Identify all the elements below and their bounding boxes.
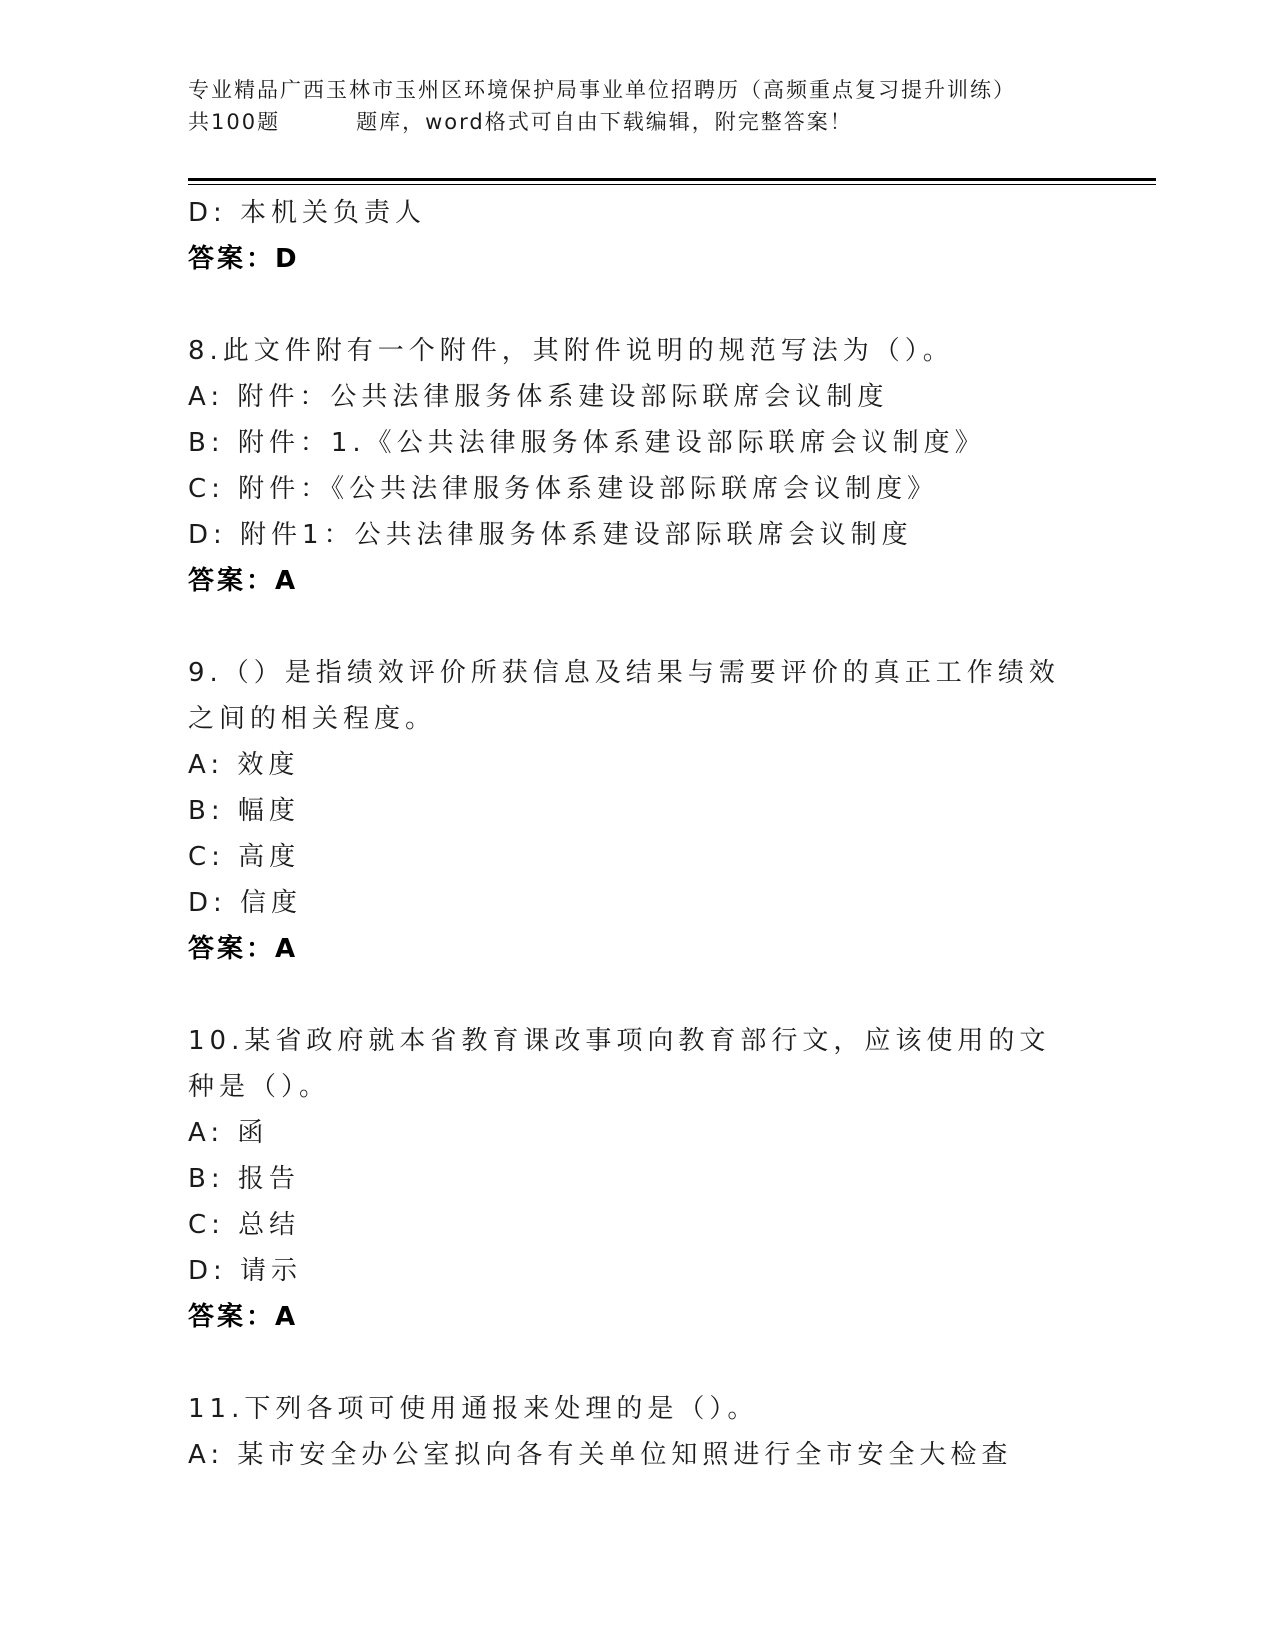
option-d: D: 请示 [188,1256,303,1286]
download-note: 题库，word格式可自由下载编辑，附完整答案！ [356,110,853,134]
header-rule-thin [188,184,1156,185]
question-stem: 8.此文件附有一个附件，其附件说明的规范写法为（）。 [188,336,954,366]
answer-line: 答案：A [188,566,299,596]
continued-question [188,190,1088,282]
question-stem: 10.某省政府就本省教育课改事项向教育部行文，应该使用的文种是（）。 [188,1026,1051,1102]
question-8 [188,328,1088,604]
option-a: A: 效度 [188,750,300,780]
question-list [188,190,1088,1478]
option-c: C: 附件：《公共法律服务体系建设部际联席会议制度》 [188,474,939,504]
question-count: 共100题 [188,110,281,134]
option-d: D: 附件1：公共法律服务体系建设部际联席会议制度 [188,520,913,550]
document-subtitle [188,106,1148,138]
answer-line: 答案：A [188,1302,299,1332]
option-d: D: 信度 [188,888,303,918]
option-c: C: 总结 [188,1210,301,1240]
document-title: 专业精品广西玉林市玉州区环境保护局事业单位招聘历（高频重点复习提升训练） [188,78,1016,102]
option-b: B: 附件：1.《公共法律服务体系建设部际联席会议制度》 [188,428,986,458]
option-a: A: 函 [188,1118,269,1148]
question-stem: 9.（）是指绩效评价所获信息及结果与需要评价的真正工作绩效之间的相关程度。 [188,658,1060,734]
option-d: D: 本机关负责人 [188,198,427,228]
answer-line: 答案：A [188,934,299,964]
option-a: A: 附件：公共法律服务体系建设部际联席会议制度 [188,382,889,412]
answer-line: 答案：D [188,244,300,274]
option-b: B: 报告 [188,1164,300,1194]
question-11 [188,1386,1088,1478]
option-c: C: 高度 [188,842,301,872]
option-b: B: 幅度 [188,796,300,826]
header-rule-thick [188,178,1156,181]
question-9 [188,650,1088,972]
question-stem: 11.下列各项可使用通报来处理的是（）。 [188,1394,759,1424]
page-header [188,74,1148,138]
option-a: A: 某市安全办公室拟向各有关单位知照进行全市安全大检查 [188,1440,1013,1470]
question-10 [188,1018,1088,1340]
